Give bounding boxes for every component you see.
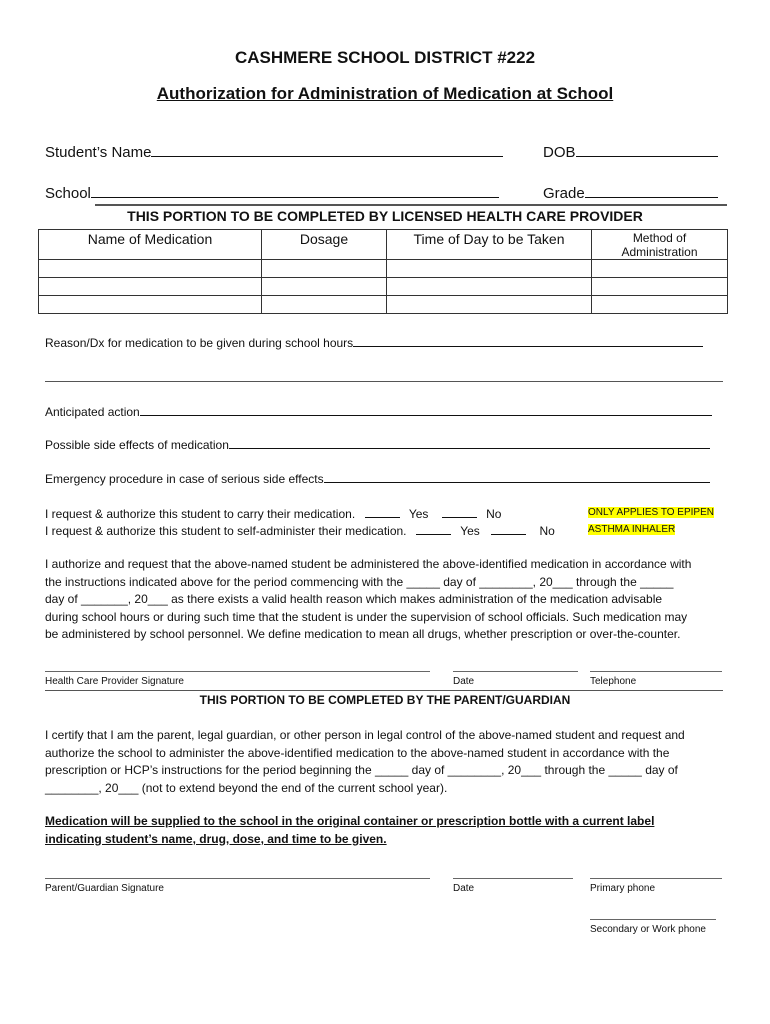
table-cell[interactable] xyxy=(262,296,387,314)
col-header-medication: Name of Medication xyxy=(39,230,262,260)
carry-no-label: No xyxy=(486,507,502,521)
table-row xyxy=(39,278,728,296)
authorization-line: the instructions indicated above for the period commencing with the _____ day of ________, 20___ through the _____ xyxy=(45,574,674,589)
authorization-line: I authorize and request that the above-named student be administered the above-identified medication in accordance with xyxy=(45,557,692,571)
anticipated-row xyxy=(45,404,712,419)
table-cell[interactable] xyxy=(262,278,387,296)
section-divider xyxy=(95,204,727,206)
provider-date-label: Date xyxy=(453,676,475,687)
provider-section-heading: THIS PORTION TO BE COMPLETED BY LICENSED HEALTH CARE PROVIDER xyxy=(127,208,643,224)
table-cell[interactable] xyxy=(387,260,592,278)
parent-section-heading: THIS PORTION TO BE COMPLETED BY THE PARENT/GUARDIAN xyxy=(199,693,571,707)
medication-table-header xyxy=(39,230,728,260)
student-name-label: Student’s Name xyxy=(45,144,152,161)
authorization-line: during school hours or during such time that the student is under the supervision of school officials. Such medication may xyxy=(45,609,688,624)
table-row xyxy=(39,296,728,314)
self-admin-note: ASTHMA INHALER xyxy=(588,524,676,535)
school-field[interactable] xyxy=(91,183,499,198)
authorization-line: day of _______, 20___ as there exists a valid health reason which makes administration of the medication advisable xyxy=(45,592,663,606)
parent-date-label: Date xyxy=(453,883,475,894)
reason-field-line2[interactable] xyxy=(45,381,723,382)
emergency-label: Emergency procedure in case of serious side effects xyxy=(45,472,324,486)
table-cell[interactable] xyxy=(592,296,728,314)
self-admin-no-label: No xyxy=(539,524,555,538)
carry-note: ONLY APPLIES TO EPIPEN xyxy=(588,507,714,518)
carry-text: I request & authorize this student to carry their medication. xyxy=(45,507,356,521)
provider-date-line[interactable] xyxy=(453,671,578,672)
table-cell[interactable] xyxy=(592,260,728,278)
dob-field[interactable] xyxy=(576,142,718,157)
col-header-dosage: Dosage xyxy=(262,230,387,260)
reason-label: Reason/Dx for medication to be given during school hours xyxy=(45,336,354,350)
authorization-line: be administered by school personnel. We define medication to mean all drugs, whether prescription or over-the-counter. xyxy=(45,627,681,641)
provider-signature-line[interactable] xyxy=(45,671,430,672)
col-header-method xyxy=(592,230,728,260)
grade-label: Grade xyxy=(543,185,585,202)
certify-paragraph xyxy=(45,727,735,797)
carry-yes-field[interactable] xyxy=(365,506,400,518)
reason-field[interactable] xyxy=(353,335,703,347)
parent-section-divider xyxy=(45,690,723,691)
reason-row xyxy=(45,335,703,350)
self-admin-text: I request & authorize this student to self-administer their medication. xyxy=(45,524,407,538)
side-effects-row xyxy=(45,437,710,452)
table-cell[interactable] xyxy=(39,296,262,314)
carry-no-field[interactable] xyxy=(442,506,477,518)
authorization-paragraph xyxy=(45,556,735,644)
anticipated-field[interactable] xyxy=(140,404,712,416)
side-effects-label: Possible side effects of medication xyxy=(45,438,229,452)
supply-notice-line: indicating student’s name, drug, dose, and time to be given. xyxy=(45,831,387,846)
provider-phone-line[interactable] xyxy=(590,671,722,672)
table-cell[interactable] xyxy=(39,260,262,278)
certify-line: I certify that I am the parent, legal guardian, or other person in legal control of the above-named student and request and xyxy=(45,728,685,742)
emergency-row xyxy=(45,471,710,486)
table-row xyxy=(39,260,728,278)
side-effects-field[interactable] xyxy=(229,437,710,449)
grade-row xyxy=(543,183,718,202)
self-admin-yes-label: Yes xyxy=(460,524,480,538)
dob-label: DOB xyxy=(543,144,576,161)
carry-yes-label: Yes xyxy=(408,507,429,521)
method-header-line1: Method of xyxy=(632,231,687,245)
table-cell[interactable] xyxy=(387,278,592,296)
dob-row xyxy=(543,142,718,161)
student-name-field[interactable] xyxy=(151,142,503,157)
parent-signature-line[interactable] xyxy=(45,878,430,879)
table-cell[interactable] xyxy=(592,278,728,296)
self-admin-row xyxy=(45,523,555,538)
certify-line: authorize the school to administer the above-identified medication to the above-named student in accordance with the xyxy=(45,745,670,760)
parent-signature-label: Parent/Guardian Signature xyxy=(45,883,164,894)
self-admin-yes-field[interactable] xyxy=(416,523,451,535)
provider-phone-label: Telephone xyxy=(590,676,637,687)
provider-signature-label: Health Care Provider Signature xyxy=(45,676,184,687)
table-cell[interactable] xyxy=(262,260,387,278)
self-admin-no-field[interactable] xyxy=(491,523,526,535)
grade-field[interactable] xyxy=(585,183,718,198)
certify-line: prescription or HCP’s instructions for the period beginning the _____ day of ________, 20___ through the _____ day of xyxy=(45,763,678,777)
table-cell[interactable] xyxy=(387,296,592,314)
anticipated-label: Anticipated action xyxy=(45,405,140,419)
form-subtitle: Authorization for Administration of Medication at School xyxy=(156,84,614,103)
table-cell[interactable] xyxy=(39,278,262,296)
certify-line: ________, 20___ (not to extend beyond the end of the current school year). xyxy=(45,780,448,795)
supply-notice-line: Medication will be supplied to the school in the original container or prescription bottle with a current label xyxy=(45,814,655,828)
emergency-field[interactable] xyxy=(324,471,710,483)
medication-table xyxy=(38,229,728,314)
col-header-time: Time of Day to be Taken xyxy=(387,230,592,260)
secondary-phone-label: Secondary or Work phone xyxy=(590,924,706,935)
form-title: CASHMERE SCHOOL DISTRICT #222 xyxy=(234,48,536,67)
primary-phone-line[interactable] xyxy=(590,878,722,879)
primary-phone-label: Primary phone xyxy=(590,883,656,894)
student-name-row xyxy=(45,142,503,161)
carry-row xyxy=(45,506,501,521)
supply-notice xyxy=(45,813,735,848)
school-row xyxy=(45,183,499,202)
school-label: School xyxy=(45,185,91,202)
parent-date-line[interactable] xyxy=(453,878,573,879)
secondary-phone-line[interactable] xyxy=(590,919,716,920)
method-header-line2: Administration xyxy=(621,245,698,259)
